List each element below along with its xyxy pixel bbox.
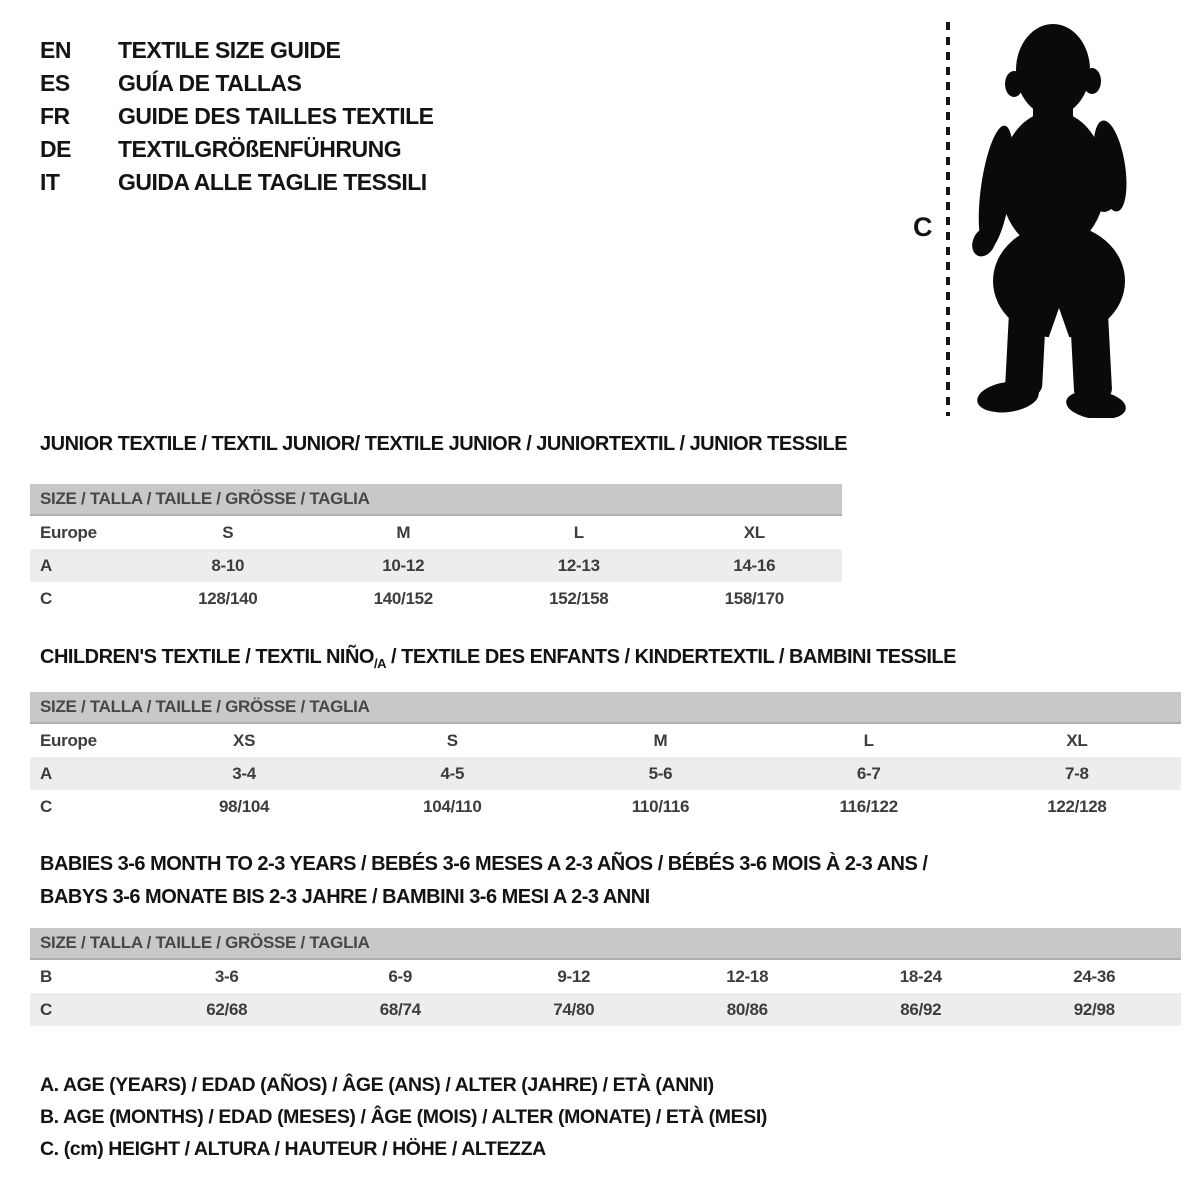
language-code: ES <box>40 70 70 96</box>
language-row <box>40 34 434 67</box>
table-cell: 158/170 <box>724 588 784 608</box>
table-cell: M <box>396 522 411 542</box>
table-cell: M <box>653 730 668 750</box>
table-row <box>30 790 1181 823</box>
table-row <box>30 515 842 549</box>
babies-size-table <box>30 928 1181 1026</box>
table-cell: 7-8 <box>973 757 1181 790</box>
table-row <box>30 549 842 582</box>
table-cell: 3-4 <box>140 757 348 790</box>
table-cell: 24-36 <box>1073 966 1116 986</box>
table-cell: 116/122 <box>839 796 898 816</box>
toddler-silhouette-icon <box>963 18 1138 418</box>
table-cell: 18-24 <box>899 966 942 986</box>
table-cell: 68/74 <box>314 993 488 1026</box>
language-row <box>40 166 434 199</box>
table-cell: 110/116 <box>631 796 690 816</box>
table-cell: S <box>446 730 458 750</box>
language-code: IT <box>40 169 60 195</box>
row-label: C <box>40 588 52 608</box>
table-cell: 62/68 <box>140 993 314 1026</box>
table-cell: L <box>863 730 874 750</box>
height-measure-label: C <box>913 212 932 242</box>
table-cell: 74/80 <box>487 993 661 1026</box>
language-title: GUÍA DE TALLAS <box>118 70 302 96</box>
table-cell: 12-13 <box>491 549 667 582</box>
table-cell: 8-10 <box>140 549 316 582</box>
size-header-bar: SIZE / TALLA / TAILLE / GRÖSSE / TAGLIA <box>30 484 842 515</box>
language-code: DE <box>40 136 71 162</box>
table-cell: 9-12 <box>557 966 591 986</box>
language-row <box>40 100 434 133</box>
language-row <box>40 67 434 100</box>
table-cell: 140/152 <box>373 588 433 608</box>
row-label: A <box>30 757 140 790</box>
row-label: A <box>30 549 140 582</box>
table-row <box>30 757 1181 790</box>
table-cell: XL <box>1066 730 1088 750</box>
table-row <box>30 582 842 615</box>
table-cell: 98/104 <box>218 796 270 816</box>
table-header-row <box>30 928 1181 959</box>
table-cell: 86/92 <box>834 993 1008 1026</box>
legend-line-b: B. AGE (MONTHS) / EDAD (MESES) / ÂGE (MOIS) / ALTER (MONATE) / ETÀ (MESI) <box>40 1106 767 1128</box>
babies-title-line: BABYS 3-6 MONATE BIS 2-3 JAHRE / BAMBINI 3-6 MESI A 2-3 ANNI <box>40 886 650 908</box>
size-header-bar: SIZE / TALLA / TAILLE / GRÖSSE / TAGLIA <box>30 692 1181 723</box>
row-label: C <box>30 993 140 1026</box>
table-cell: 6-9 <box>388 966 413 986</box>
table-cell: 6-7 <box>765 757 973 790</box>
table-cell: L <box>573 522 584 542</box>
row-label: B <box>40 966 52 986</box>
legend-line-c: C. (cm) HEIGHT / ALTURA / HAUTEUR / HÖHE / ALTEZZA <box>40 1138 546 1160</box>
table-cell: 14-16 <box>667 549 843 582</box>
table-cell: 12-18 <box>726 966 769 986</box>
junior-section-title: JUNIOR TEXTILE / TEXTIL JUNIOR/ TEXTILE JUNIOR / JUNIORTEXTIL / JUNIOR TESSILE <box>40 433 848 455</box>
size-header-bar: SIZE / TALLA / TAILLE / GRÖSSE / TAGLIA <box>30 928 1181 959</box>
table-cell: 80/86 <box>661 993 835 1026</box>
row-label: Europe <box>40 522 97 542</box>
measure-legend <box>40 1069 767 1165</box>
row-label: Europe <box>40 730 97 750</box>
table-cell: 122/128 <box>1047 796 1107 816</box>
children-section-title <box>40 645 956 676</box>
children-title-post: / TEXTILE DES ENFANTS / KINDERTEXTIL / BAMBINI TESSILE <box>385 646 956 668</box>
table-header-row <box>30 692 1181 723</box>
table-cell: XL <box>743 522 765 542</box>
language-title: TEXTILE SIZE GUIDE <box>118 37 341 63</box>
table-row <box>30 993 1181 1026</box>
table-cell: 3-6 <box>214 966 239 986</box>
table-cell: 5-6 <box>556 757 764 790</box>
children-title-pre: CHILDREN'S TEXTILE / TEXTIL NIÑO <box>40 646 374 668</box>
table-cell: S <box>222 522 234 542</box>
language-code: EN <box>40 37 71 63</box>
table-cell: 104/110 <box>423 796 482 816</box>
table-row <box>30 959 1181 993</box>
table-cell: 4-5 <box>348 757 556 790</box>
language-code: FR <box>40 103 70 129</box>
table-row <box>30 723 1181 757</box>
legend-line-a: A. AGE (YEARS) / EDAD (AÑOS) / ÂGE (ANS) / ALTER (JAHRE) / ETÀ (ANNI) <box>40 1074 714 1096</box>
table-cell: 128/140 <box>198 588 258 608</box>
language-title-list <box>40 34 434 199</box>
children-title-sub: /A <box>373 656 386 671</box>
language-row <box>40 133 434 166</box>
children-size-table <box>30 692 1181 823</box>
table-cell: 92/98 <box>1008 993 1182 1026</box>
language-title: TEXTILGRÖßENFÜHRUNG <box>118 136 402 162</box>
height-dashed-line <box>946 22 950 416</box>
babies-title-line: BABIES 3-6 MONTH TO 2-3 YEARS / BEBÉS 3-6 MESES A 2-3 AÑOS / BÉBÉS 3-6 MOIS À 2-3 ANS / <box>40 853 928 875</box>
table-cell: 152/158 <box>549 588 609 608</box>
language-title: GUIDE DES TAILLES TEXTILE <box>118 103 434 129</box>
babies-section-title <box>40 848 1000 914</box>
table-header-row <box>30 484 842 515</box>
row-label: C <box>40 796 52 816</box>
table-cell: XS <box>233 730 256 750</box>
language-title: GUIDA ALLE TAGLIE TESSILI <box>118 169 427 195</box>
table-cell: 10-12 <box>316 549 492 582</box>
junior-size-table <box>30 484 842 615</box>
